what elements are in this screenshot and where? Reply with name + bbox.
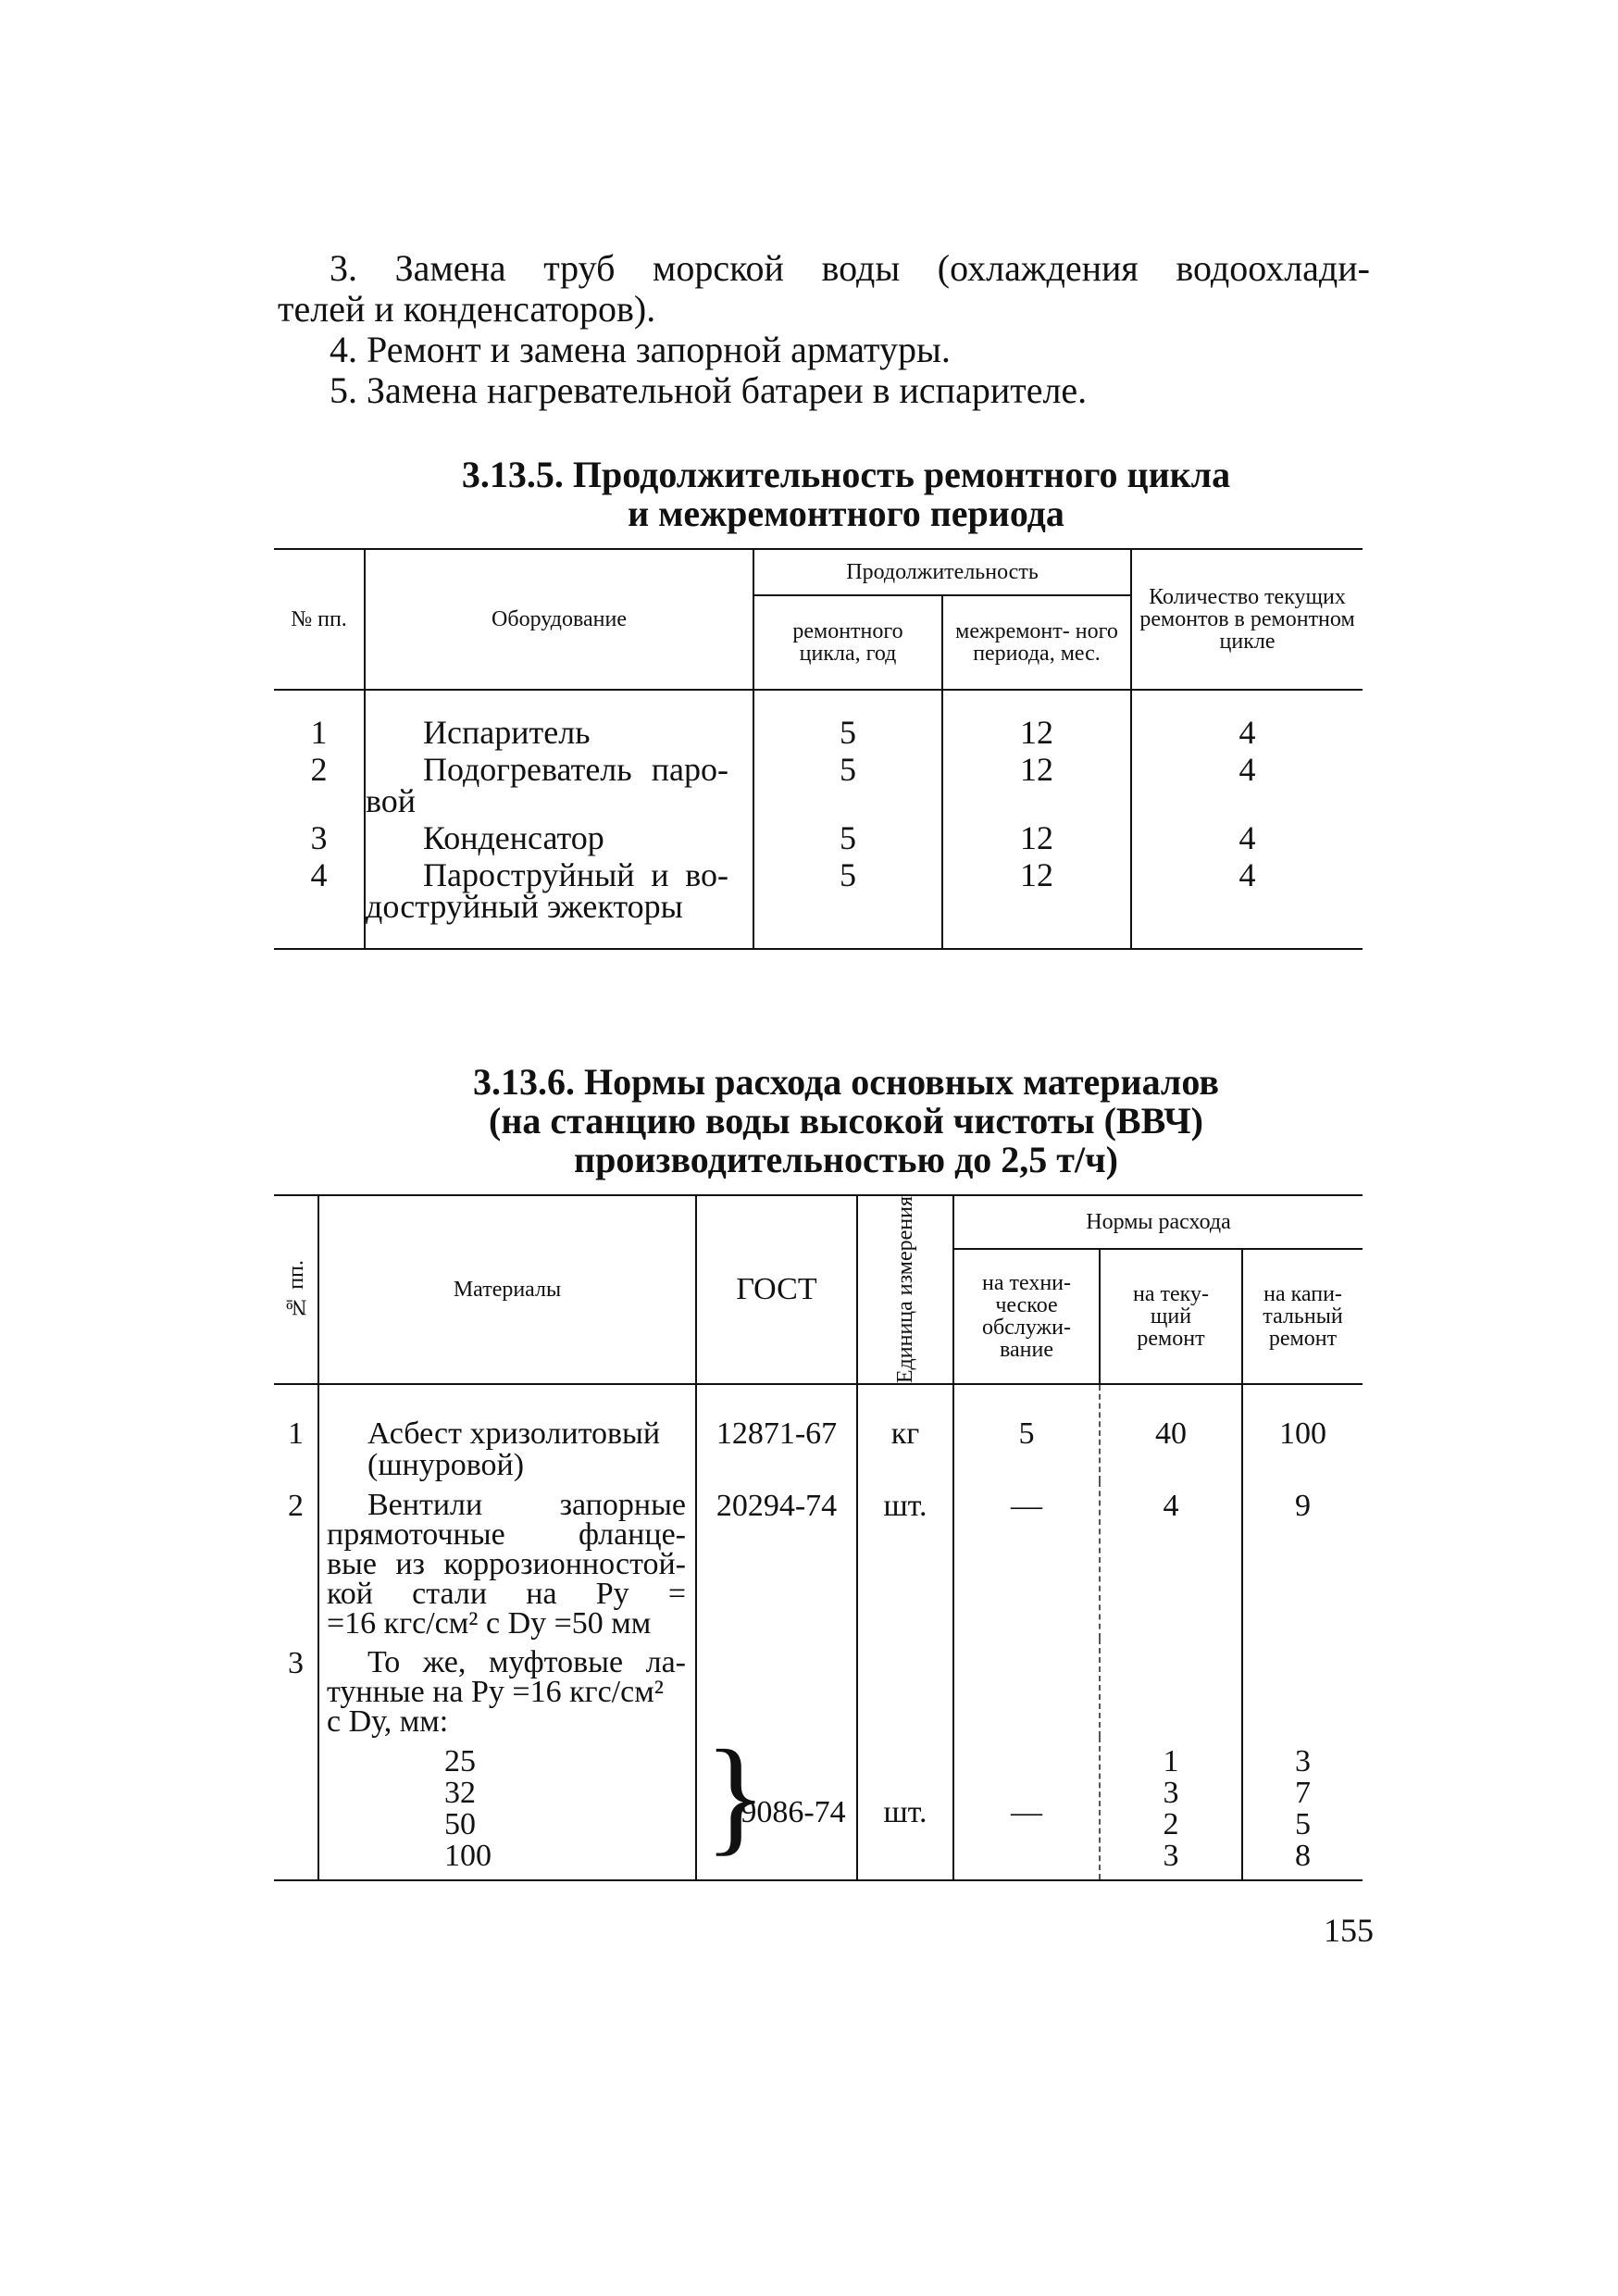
col-header-unit: Единица измерения [893,1196,917,1384]
col-header-capital: на капи- тальный ремонт [1242,1249,1363,1384]
materials-norms-table [274,1194,1363,1881]
table-row: 1 Испаритель 5 12 4 [274,690,1363,748]
intro-list [278,248,1370,411]
list-item-3-continuation: телей и конденсаторов). [278,288,656,330]
col-header-period: межремонт- ного периода, мес. [942,595,1131,690]
col-header-equipment: Оборудование [365,549,753,690]
size-100: 100 [444,1839,492,1874]
col-header-maintenance: на техни- ческое обслужи- вание [953,1249,1100,1384]
brace-icon: } [704,1724,767,1868]
section-heading-3-13-6: 3.13.6. Нормы расхода основных материалов (на станцию воды высокой чистоты (ВВЧ) производительностью до 2,5 т/ч) [473,1061,1219,1180]
table-row: 3 Конденсатор 5 12 4 [274,817,1363,854]
size-50: 50 [444,1807,476,1842]
table-row: 1 Асбест хризолитовый (шнуровой) 12871-67 кг 5 40 100 [274,1384,1363,1481]
table-row: 4 Пароструйный и во- доструйный эжекторы 5 12 4 [274,854,1363,949]
table-row: 3 То же, муфтовые ла- тунные на Pу =16 кгс/см² с Dу, мм: [274,1639,1363,1737]
size-25: 25 [444,1744,476,1779]
list-item-4: 4. Ремонт и замена запорной арматуры. [330,329,951,370]
section-heading-3-13-5: 3.13.5. Продолжительность ремонтного цикла и межремонтного периода [461,454,1231,534]
size-32: 32 [444,1776,476,1811]
repair-cycle-table [274,548,1363,950]
list-item-3: 3. Замена труб морской воды (охлаждения водоохлади- [330,247,1370,289]
table-row: 25 32 50 100 } 9086-74 шт. — 1 3 2 3 3 7 5 8 [274,1737,1363,1880]
col-header-materials: Материалы [318,1195,696,1384]
table-row: 2 Подогреватель паро- вой 5 12 4 [274,748,1363,817]
col-header-count: Количество текущих ремонтов в ремонтном цикле [1131,549,1363,690]
page-number: 155 [1324,1912,1374,1949]
list-item-5: 5. Замена нагревательной батареи в испарителе. [330,369,1088,411]
table-row: 2 Вентили запорные прямоточные фланце- вые из коррозионностой- кой стали на Pу = =16 кгс/см² с Dу =50 мм 20294-74 шт. — 4 9 [274,1481,1363,1639]
col-header-num: № пп. [274,549,365,690]
col-header-duration: Продолжительность [753,549,1131,595]
col-header-norms: Нормы расхода [953,1195,1363,1249]
col-header-num: № пп. [283,1260,308,1319]
col-header-gost: ГОСТ [696,1195,857,1384]
col-header-current: на теку- щий ремонт [1100,1249,1242,1384]
col-header-cycle: ремонтного цикла, год [753,595,942,690]
